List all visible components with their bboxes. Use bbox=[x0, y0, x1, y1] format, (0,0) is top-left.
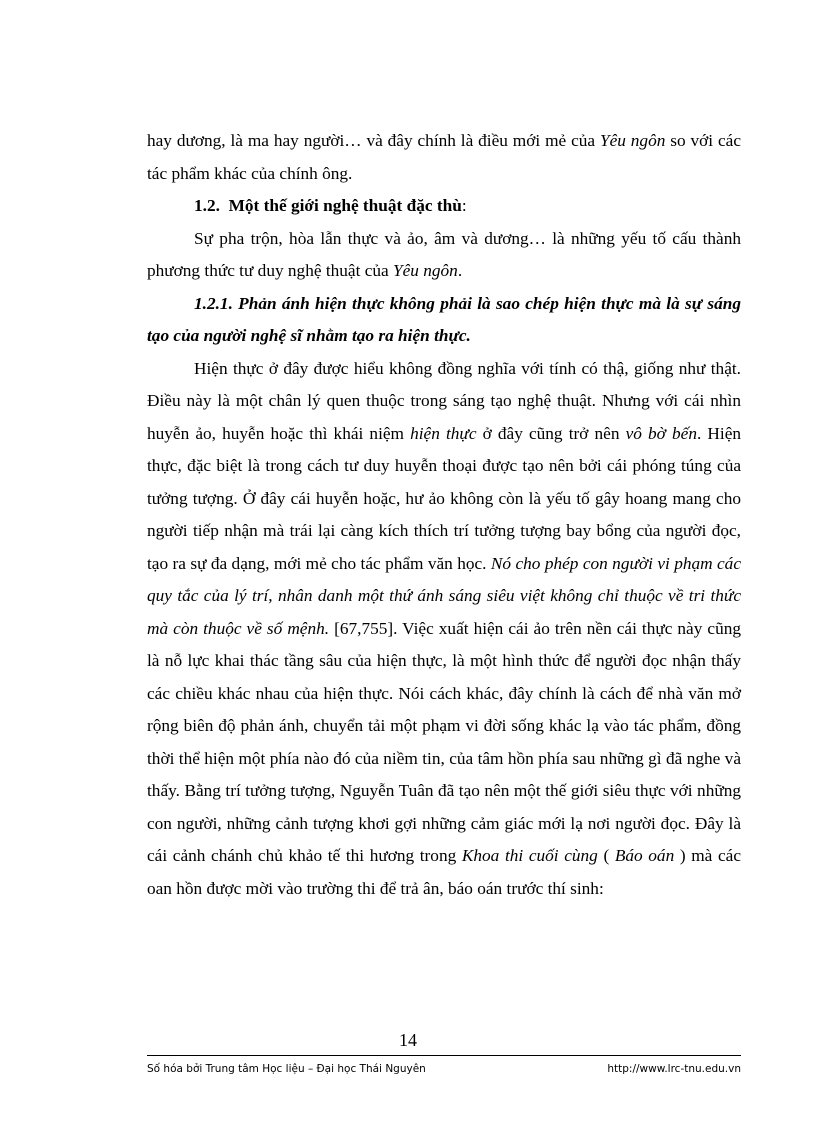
subsection-heading-1-2-1: 1.2.1. Phản ánh hiện thực không phải là sao chép hiện thực mà là sự sáng tạo của người nghệ sĩ nhằm tạo ra hiện thực. bbox=[147, 293, 741, 345]
text-run: [67,755]. Việc xuất hiện cái ảo trên nền cái thực này cũng là nỗ lực khai thác tầng sâu của hiện thực, là một hình thức để người đọc nhận thấy các chiều khác nhau của hiện thực. Nói cách khác, đây chính là cách để nhà văn mở rộng biên độ phản ánh, chuyển tải một phạm vi đời sống khác lạ vào tác phẩm, đồng thời thể hiện một phía nào đó của niềm tin, của tâm hồn phía sau những gì đã nghe và thấy. Bằng trí tưởng tượng, Nguyễn Tuân đã tạo nên một thế giới siêu thực với những con người, những cảnh tượng khơi gợi những cảm giác mới lạ nơi người đọc. Đây là cái cảnh chánh chủ khảo tế thi hương trong bbox=[147, 618, 741, 865]
text-run: so với các tác phẩm khác của chính ông. bbox=[147, 131, 741, 183]
text-run: ) mà các oan hồn được mời vào trường thi để trả ân, báo oán trước thí sinh: bbox=[147, 846, 741, 898]
text-run: ở đây cũng trở nên bbox=[476, 423, 626, 443]
page-number: 14 bbox=[399, 1030, 417, 1050]
footer-credit: Số hóa bởi Trung tâm Học liệu – Đại học Thái Nguyên bbox=[147, 1063, 426, 1075]
paragraph-continuation bbox=[147, 125, 741, 190]
italic-title: Yêu ngôn bbox=[393, 261, 458, 280]
text-run: Hiện thực ở đây được hiểu không đồng nghĩa với tính có thậ, giống như thật. Điều này là một chân lý quen thuộc trong sáng tạo nghệ thuật. Nhưng với cái nhìn huyễn ảo, huyễn hoặc thì khái niệm bbox=[147, 358, 741, 443]
italic-title: Báo oán bbox=[614, 846, 675, 865]
page-body bbox=[147, 125, 741, 905]
text-run: ( bbox=[597, 846, 615, 865]
italic-title: Khoa thi cuối cùng bbox=[461, 846, 598, 865]
paragraph-main bbox=[147, 353, 741, 906]
italic-quote: Nó cho phép con người vi phạm các quy tắc của lý trí, nhân danh một thứ ánh sáng siêu việt không chỉ thuộc về tri thức mà còn thuộc về số mệnh. bbox=[147, 553, 741, 638]
italic-term: vô bờ bến bbox=[625, 423, 697, 443]
section-title: Một thế giới nghệ thuật đặc thù bbox=[228, 196, 462, 215]
italic-title: Yêu ngôn bbox=[599, 131, 666, 150]
paragraph-intro bbox=[147, 223, 741, 288]
section-heading-1-2 bbox=[147, 190, 741, 223]
text-run: . Hiện thực, đặc biệt là trong cách tư duy huyễn thoại được tạo nên bởi cái phóng túng của tưởng tượng. Ở đây cái huyễn hoặc, hư ảo không còn là yếu tố gây hoang mang cho người tiếp nhận mà trái lại càng kích thích trí tưởng tượng bay bổng của người đọc, tạo ra sự đa dạng, mới mẻ cho tác phẩm văn học. bbox=[147, 423, 742, 573]
section-number: 1.2. bbox=[194, 196, 220, 215]
text-run: Sự pha trộn, hòa lẫn thực và ảo, âm và dương… là những yếu tố cấu thành phương thức tư duy nghệ thuật của bbox=[147, 228, 741, 280]
text-run: hay dương, là ma hay người… và đây chính là điều mới mẻ của bbox=[147, 131, 600, 150]
section-colon: : bbox=[461, 196, 467, 215]
footer-url[interactable]: http://www.lrc-tnu.edu.vn bbox=[607, 1063, 741, 1075]
footer-divider bbox=[147, 1055, 741, 1056]
italic-term: hiện thực bbox=[410, 423, 477, 443]
text-run: . bbox=[457, 261, 463, 280]
footer bbox=[147, 1063, 741, 1075]
